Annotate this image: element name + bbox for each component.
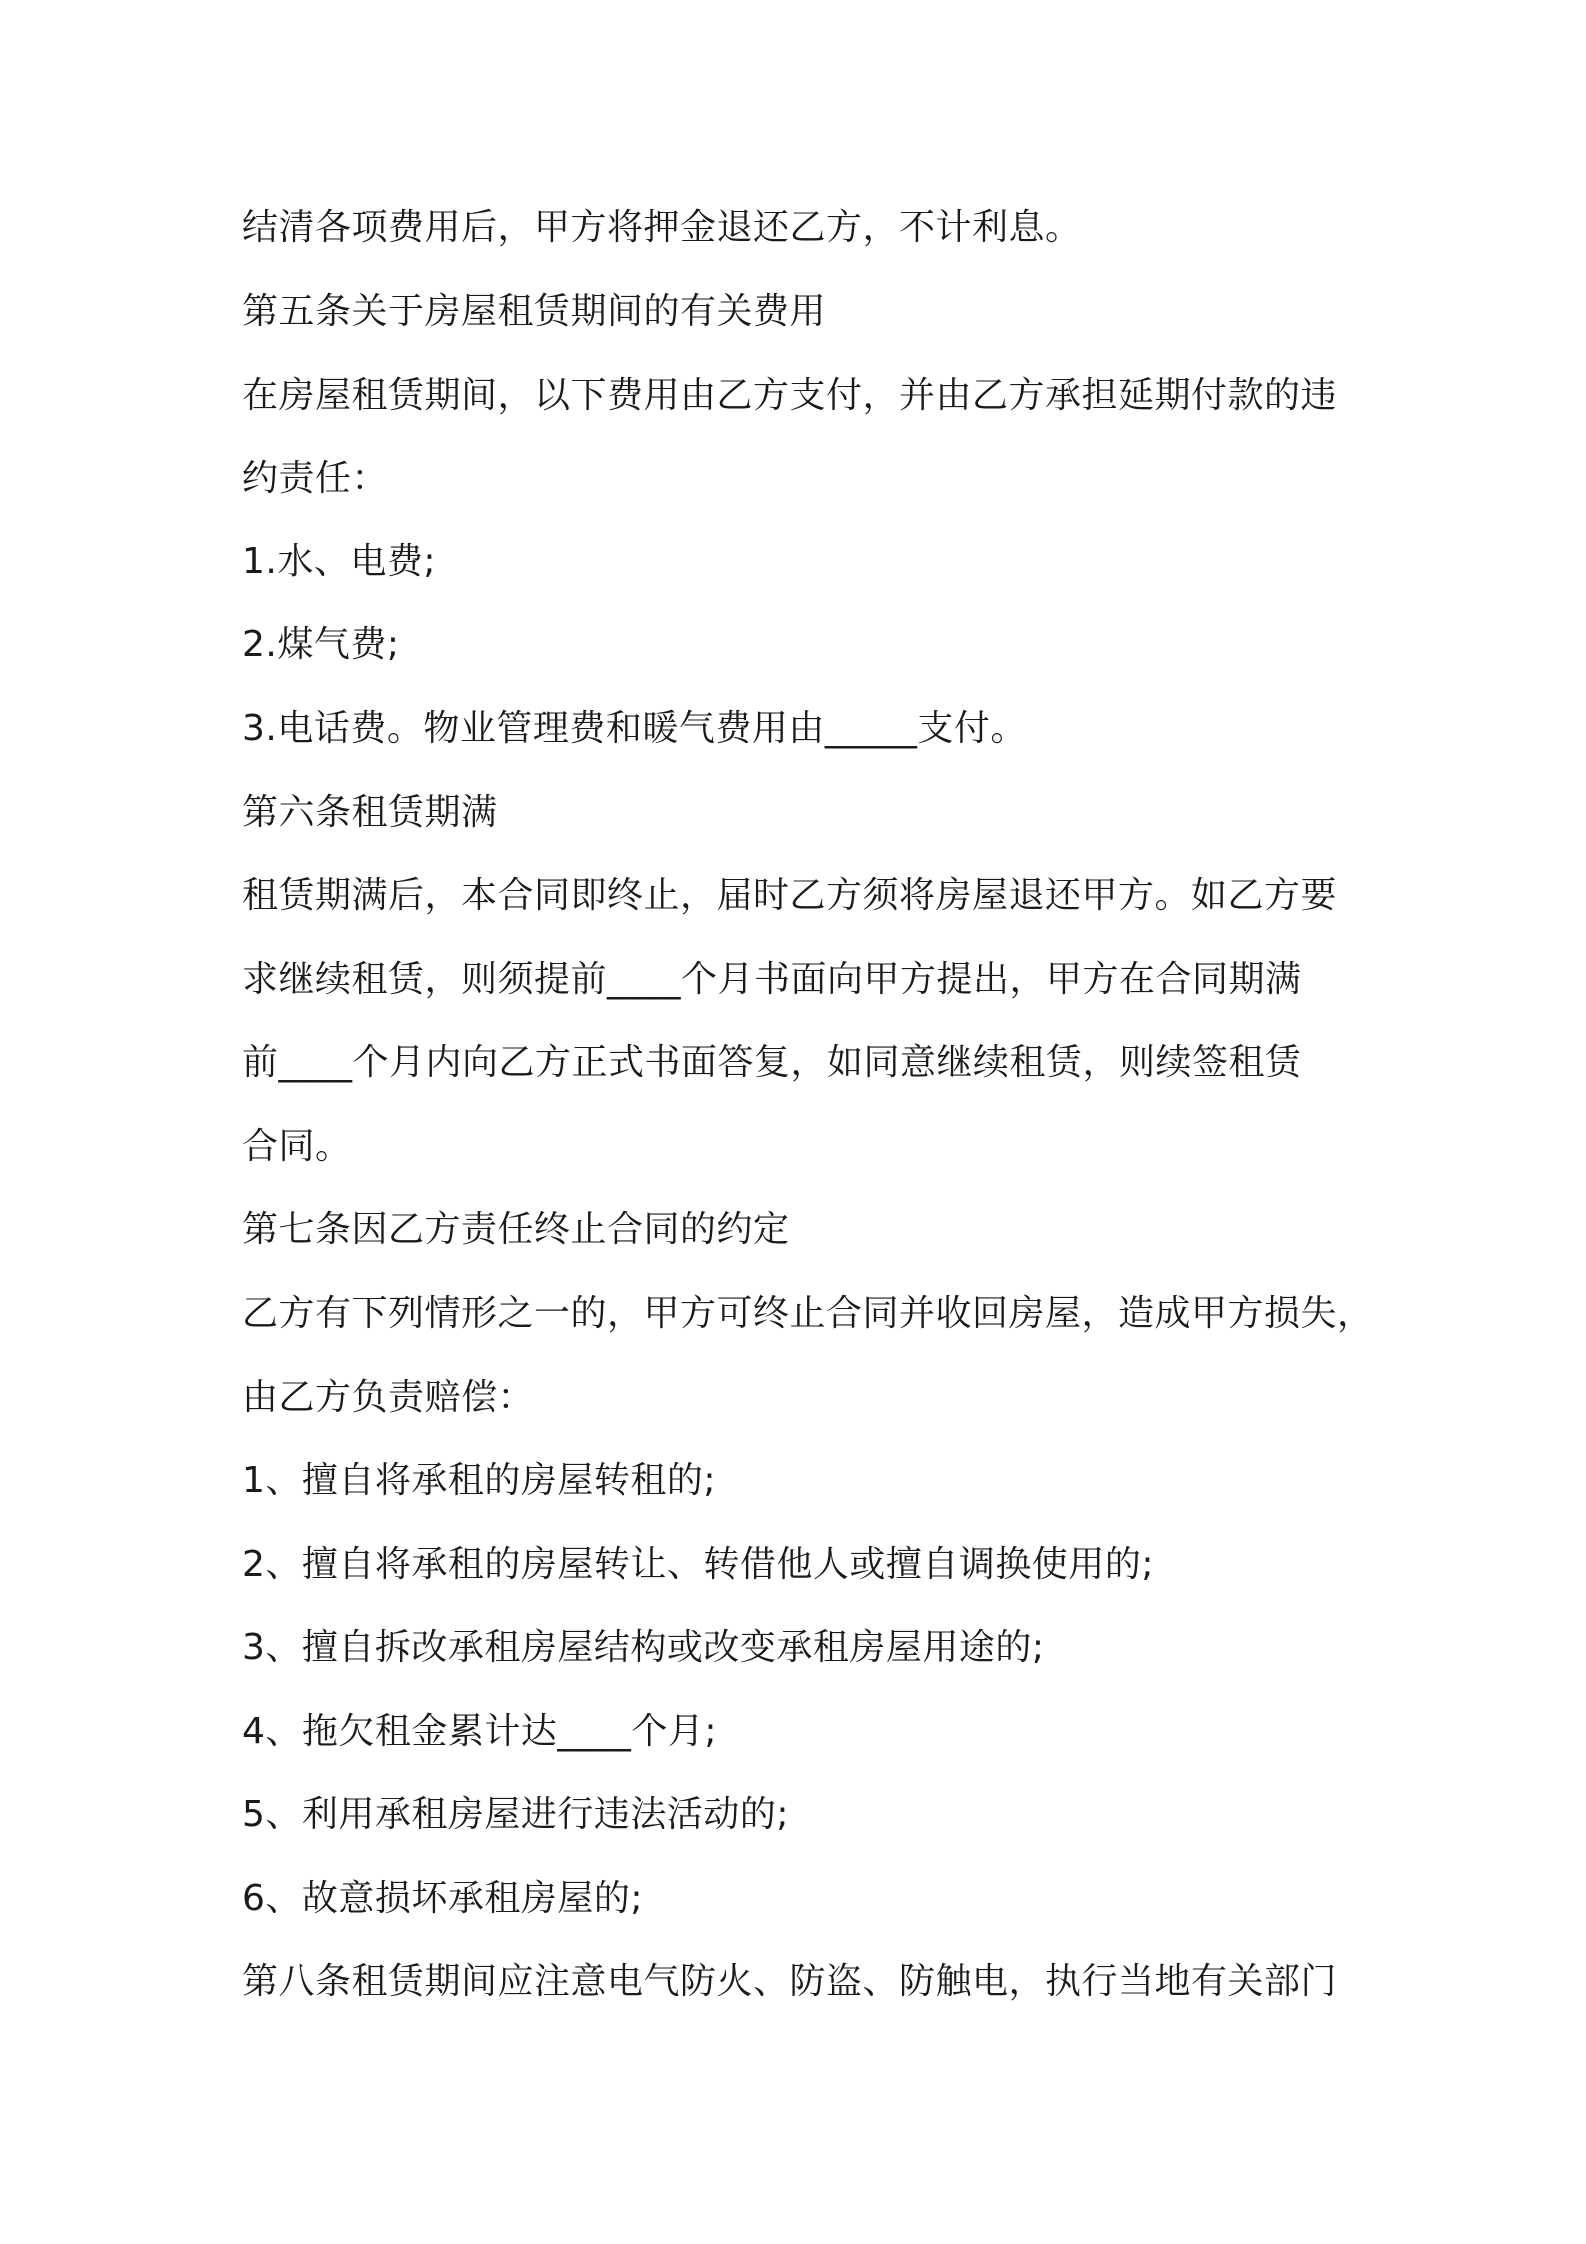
list-item: 5、利用承租房屋进行违法活动的; [242,1794,790,1835]
section-heading-article-6: 第六条租赁期满 [242,792,498,833]
text-line: 在房屋租赁期间，以下费用由乙方支付，并由乙方承担延期付款的违 [242,375,1338,416]
text-line: 合同。 [242,1126,352,1167]
list-item: 3.电话费。物业管理费和暖气费用由_____支付。 [242,708,1027,749]
list-item: 2.煤气费; [242,624,400,665]
text-line: 前____个月内向乙方正式书面答复，如同意继续租赁，则续签租赁 [242,1042,1302,1083]
text-line: 租赁期满后，本合同即终止，届时乙方须将房屋退还甲方。如乙方要 [242,875,1338,916]
list-item: 1.水、电费; [242,541,436,582]
text-line: 结清各项费用后，甲方将押金退还乙方，不计利息。 [242,207,1082,248]
list-item: 4、拖欠租金累计达____个月; [242,1711,718,1752]
section-heading-article-5: 第五条关于房屋租赁期间的有关费用 [242,291,827,332]
list-item: 1、擅自将承租的房屋转租的; [242,1460,717,1501]
section-heading-article-8: 第八条租赁期间应注意电气防火、防盗、防触电，执行当地有关部门 [242,1961,1338,2002]
text-line: 由乙方负责赔偿： [242,1377,535,1418]
text-line: 乙方有下列情形之一的，甲方可终止合同并收回房屋，造成甲方损失， [242,1293,1374,1334]
text-line: 求继续租赁，则须提前____个月书面向甲方提出，甲方在合同期满 [242,959,1302,1000]
list-item: 2、擅自将承租的房屋转让、转借他人或擅自调换使用的; [242,1544,1155,1585]
list-item: 3、擅自拆改承租房屋结构或改变承租房屋用途的; [242,1627,1045,1668]
list-item: 6、故意损坏承租房屋的; [242,1878,644,1919]
section-heading-article-7: 第七条因乙方责任终止合同的约定 [242,1209,790,1250]
text-line: 约责任： [242,458,389,499]
